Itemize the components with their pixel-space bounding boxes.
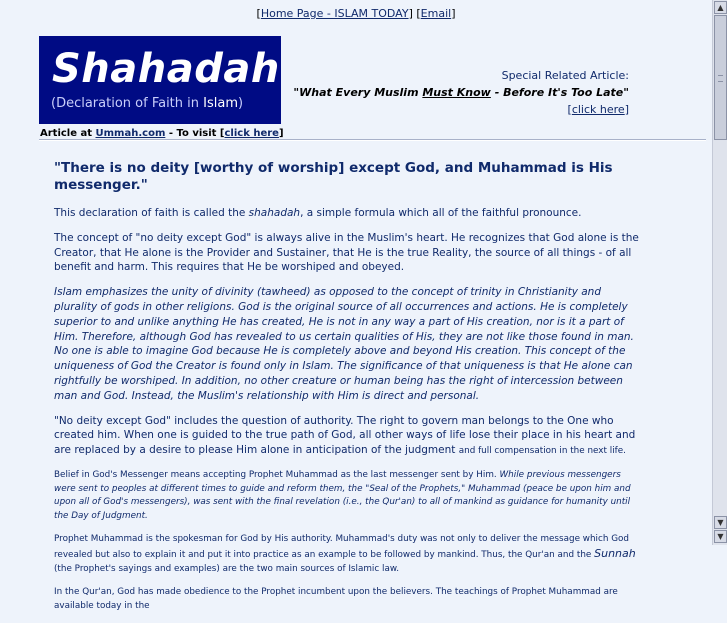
related-click-here-link[interactable]: click here — [571, 103, 625, 116]
paragraph-spokesman — [54, 533, 642, 576]
home-page-link[interactable]: Home Page - ISLAM TODAY — [260, 7, 409, 20]
p1-post: , a simple formula which all of the faithful pronounce. — [300, 207, 582, 219]
nav-bracket: [ — [256, 7, 261, 20]
scroll-down-arrow-icon[interactable]: ▼ — [714, 530, 727, 543]
source-mid: - To visit [ — [165, 128, 225, 139]
paragraph-obedience: In the Qur'an, God has made obedience to the Prophet incumbent upon the believers. The teachings of Prophet Muhammad are available today in the — [54, 587, 618, 611]
subtitle-emphasis: Islam — [203, 96, 238, 111]
source-end: ] — [278, 128, 284, 139]
p5-pre: Belief in God's Messenger means accepting Prophet Muhammad as the last messenger sent by Him. — [54, 469, 500, 480]
ummah-link[interactable]: Ummah.com — [95, 128, 166, 139]
source-click-here-link[interactable]: click here — [224, 128, 279, 139]
nav-separator: ] [ — [408, 7, 421, 20]
quote-close: " — [623, 86, 629, 99]
quote-open: " — [293, 86, 300, 99]
article-body — [54, 160, 642, 623]
p6-italic: Sunnah — [594, 546, 636, 560]
related-article-title — [293, 84, 629, 101]
related-click — [293, 101, 629, 118]
p6-pre: Prophet Muhammad is the spokesman for God by His authority. Muhammad's duty was not only to deliver the message which God revealed but also to explain it and put it into practice as an example to be followed by mankind. Thus, the Qur'an and the — [54, 534, 629, 560]
p4-small: and full compensation in the next life. — [458, 446, 626, 457]
click-close: ] — [624, 103, 629, 116]
vertical-scrollbar[interactable] — [712, 0, 727, 545]
nav-bracket: ] — [451, 7, 456, 20]
p1-italic: shahadah — [248, 207, 301, 219]
shahadah-heading: "There is no deity [worthy of worship] except God, and Muhammad is His messenger." — [54, 160, 613, 193]
subtitle-text: (Declaration of Faith in — [51, 96, 204, 111]
paragraph-tawheed: Islam emphasizes the unity of divinity (tawheed) as opposed to the concept of trinity in Christianity and plurality of gods in other religions. God is the original source of all occurrences and actions. He is completely superior to and unlike anything He has created, He is not in any way a part of His creation, nor is it a part of Him. Therefore, although God has revealed to us certain qualities of His, they are not like those found in man. No one is able to imagine God because He is completely above and beyond His creation. This concept of the uniqueness of God the Creator is found only in Islam. The significance of that uniqueness is that He alone can rightfully be worshiped. In addition, no other creature or human being has the right of intercession between man and God. Instead, the Muslim's relationship with Him is direct and personal. — [54, 286, 634, 402]
related-title-pre: What Every Muslim — [299, 86, 423, 99]
header-divider — [39, 139, 706, 141]
p5-italic: While previous messengers were sent to peoples at different times to guide and reform them, the "Seal of the Prophets," Muhammad (peace be upon him and upon all of God's messengers), was sent with the final revelation (i.e., the Qur'an) to all of mankind as guidance for humanity until the Day of Judgment. — [54, 469, 631, 521]
page-title: Shahadah — [52, 46, 280, 92]
paragraph-authority — [54, 414, 642, 459]
article-source — [40, 128, 284, 139]
subtitle-close: ) — [238, 96, 244, 111]
scroll-down-arrow-icon[interactable]: ▼ — [714, 516, 727, 529]
shahadah-banner — [39, 36, 281, 124]
paragraph-messenger — [54, 469, 642, 523]
scroll-up-arrow-icon[interactable]: ▲ — [714, 1, 727, 14]
top-navigation — [0, 7, 712, 20]
page-subtitle — [51, 96, 243, 111]
paragraph-concept: The concept of "no deity except God" is always alive in the Muslim's heart. He recognizes that God alone is the Creator, that He alone is the Provider and Sustainer, that He is the true Reality, the source of all things - of all benefit and harm. This requires that He be worshiped and obeyed. — [54, 231, 639, 274]
click-open: [ — [567, 103, 572, 116]
paragraph-definition — [54, 206, 642, 221]
email-link[interactable]: Email — [420, 7, 452, 20]
related-title-post: - Before It's Too Late — [490, 86, 624, 99]
scrollbar-thumb[interactable] — [714, 15, 727, 140]
related-article — [293, 67, 629, 118]
p6-post: (the Prophet's sayings and examples) are the two main sources of Islamic law. — [54, 563, 400, 574]
source-prefix: Article at — [40, 128, 96, 139]
related-label: Special Related Article: — [501, 69, 629, 82]
related-title-underline: Must Know — [422, 86, 491, 99]
p4-main: "No deity except God" includes the question of authority. The right to govern man belongs to the One who created him. When one is guided to the true path of God, all other ways of life lose their place in his heart and are replaced by a desire to please Him alone in anticipation of the judgment — [54, 414, 636, 457]
p1-pre: This declaration of faith is called the — [54, 207, 249, 219]
